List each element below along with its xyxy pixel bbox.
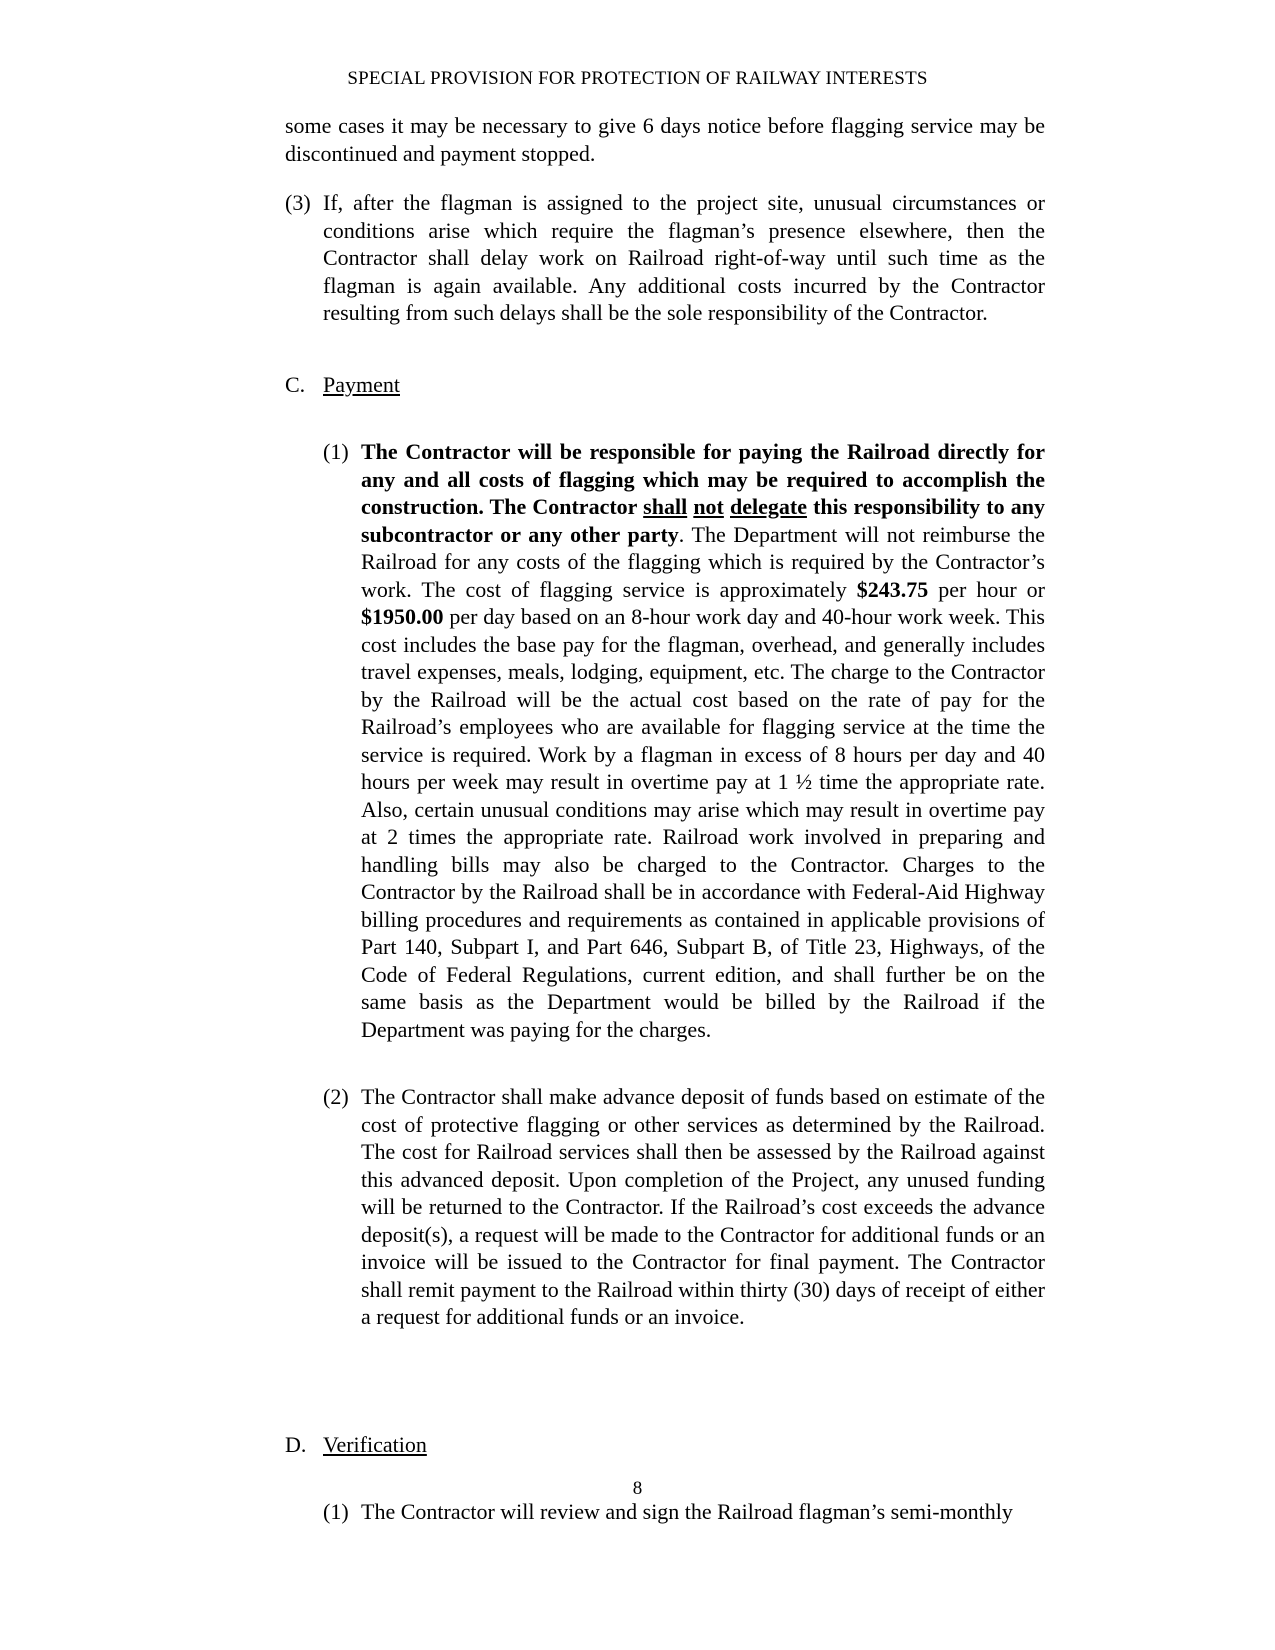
- paragraph-continuation: [285, 112, 1045, 167]
- section-letter-c: C.: [285, 371, 306, 397]
- c1-bold-tail: this responsibility to any subcontractor or any other party: [361, 494, 1045, 547]
- section-heading-c: [285, 371, 1045, 399]
- list-item-c2: [323, 1083, 1045, 1331]
- c1-emph-delegate: delegate: [730, 494, 807, 519]
- c1-rest-c: per day based on an 8-hour work day and 40-hour work week. This cost includes the base pay for the flagman, overhead, and generally includes travel expenses, meals, lodging, equipment, etc. The charge to the Contractor by the Railroad will be the actual cost based on the rate of pay for the Railroad’s employees who are available for flagging service at the time the service is required. Work by a flagman in excess of 8 hours per day and 40 hours per week may result in overtime pay at 1 ½ time the appropriate rate. Also, certain unusual conditions may arise which may result in overtime pay at 2 times the appropriate rate. Railroad work involved in preparing and handling bills may also be charged to the Contractor. Charges to the Contractor by the Railroad shall be in accordance with Federal-Aid Highway billing procedures and requirements as contained in applicable provisions of Part 140, Subpart I, and Part 646, Subpart B, of Title 23, Highways, of the Code of Federal Regulations, current edition, and shall further be on the same basis as the Department would be billed by the Railroad if the Department was paying for the charges.: [361, 604, 1045, 1042]
- section-title-verification: Verification: [323, 1431, 427, 1457]
- section-title-payment: Payment: [323, 371, 400, 397]
- list-marker-d1: (1): [323, 1499, 349, 1524]
- list-marker-c2: (2): [323, 1084, 349, 1109]
- c1-bold-lead: The Contractor will be responsible for paying the Railroad directly for any and all costs of flagging which may be required to accomplish the construction. The Contractor: [361, 439, 1045, 519]
- document-body: [285, 112, 1045, 1548]
- c1-rest-b: per hour or: [928, 576, 1045, 602]
- list-item-c1-text: [361, 438, 1045, 1043]
- c1-rate-day: $1950.00: [361, 604, 444, 629]
- c1-emph-not: not: [693, 494, 724, 519]
- list-marker-c1: (1): [323, 439, 349, 464]
- list-item-c1: [323, 438, 1045, 1043]
- section-heading-d: [285, 1431, 1045, 1459]
- list-item-d1-text: The Contractor will review and sign the Railroad flagman’s semi-monthly: [361, 1499, 1013, 1524]
- c1-rest-a: . The Department will not reimburse the Railroad for any costs of the flagging which is required by the Contractor’s work. The cost of flagging service is approximately: [361, 521, 1046, 602]
- c1-rate-hour: $243.75: [856, 576, 929, 602]
- page-header: SPECIAL PROVISION FOR PROTECTION OF RAILWAY INTERESTS: [347, 68, 928, 89]
- section-letter-d: D.: [285, 1431, 307, 1457]
- list-item-d1: [323, 1498, 1045, 1526]
- list-item-3-text: If, after the flagman is assigned to the project site, unusual circumstances or conditions arise which require the flagman’s presence elsewhere, then the Contractor shall delay work on Railroad right-of-way until such time as the flagman is again available. Any additional costs incurred by the Contractor resulting from such delays shall be the sole responsibility of the Contractor.: [323, 190, 1045, 325]
- list-item-c2-text: The Contractor shall make advance deposit of funds based on estimate of the cost of protective flagging or other services as determined by the Railroad. The cost for Railroad services shall then be assessed by the Railroad against this advanced deposit. Upon completion of the Project, any unused funding will be returned to the Contractor. If the Railroad’s cost exceeds the advance deposit(s), a request will be made to the Contractor for additional funds or an invoice will be issued to the Contractor for final payment. The Contractor shall remit payment to the Railroad within thirty (30) days of receipt of either a request for additional funds or an invoice.: [361, 1084, 1045, 1329]
- continuation-text: some cases it may be necessary to give 6 days notice before flagging service may be discontinued and payment stopped.: [285, 113, 1045, 166]
- c1-emph-shall: shall: [643, 494, 688, 519]
- list-marker-3: (3): [285, 190, 311, 215]
- list-item-3: [285, 189, 1045, 327]
- page-number: 8: [632, 1478, 643, 1499]
